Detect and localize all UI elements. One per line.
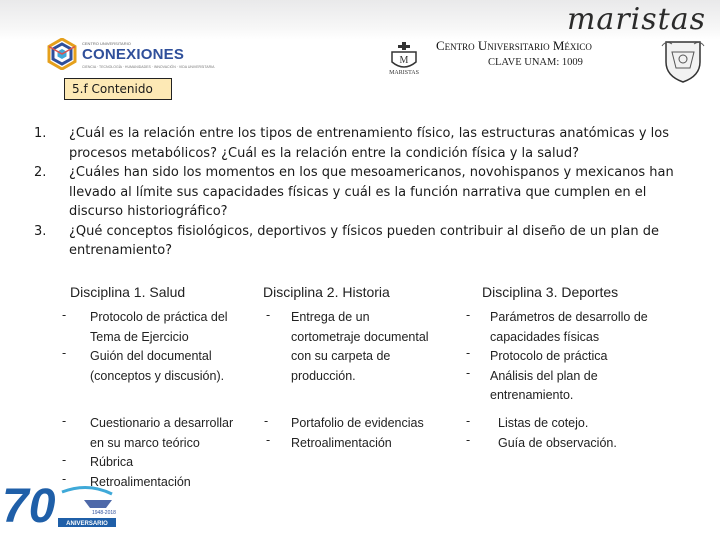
university-name: Centro Universitario México: [436, 38, 592, 53]
discipline-2-block-1: [291, 308, 456, 386]
discipline-1-title: Disciplina 1. Salud: [70, 284, 186, 300]
list-item: [34, 124, 684, 163]
cell-line: producción.: [291, 368, 356, 383]
cell-line: Retroalimentación: [90, 474, 191, 489]
bullet-dash: -: [266, 433, 271, 447]
maristas-wordmark: maristas: [566, 2, 706, 37]
conexiones-title: CONEXIONES: [82, 46, 185, 63]
list-item: [34, 163, 684, 222]
crest-label: MARISTAS: [389, 70, 419, 76]
conexiones-logo: [46, 36, 215, 76]
cell-line: Entrega de un: [291, 310, 370, 324]
discipline-3-title: Disciplina 3. Deportes: [482, 284, 619, 300]
cell-line: (conceptos y discusión).: [90, 368, 225, 383]
question-number: 2.: [34, 165, 47, 180]
cell-line: Retroalimentación: [291, 435, 392, 450]
bullet-dash: -: [264, 414, 269, 428]
conexiones-subtitle: CIENCIA · TECNOLOGÍA · HUMANIDADES · INNOVACIÓN · VIDA UNIVERSITARIA: [82, 65, 215, 69]
cell-line: Protocolo de práctica del: [90, 310, 228, 324]
cell-line: Guión del documental: [90, 349, 212, 363]
bullet-dash: -: [62, 346, 67, 360]
cell-line: con su carpeta de: [291, 349, 391, 363]
bullet-dash: -: [466, 414, 471, 428]
cell-line: Listas de cotejo.: [498, 416, 589, 430]
bullet-dash: -: [62, 472, 67, 486]
questions-list: [34, 124, 684, 261]
cell-line: Guía de observación.: [498, 435, 617, 450]
discipline-1-block-1: [90, 308, 260, 386]
anniversary-years: 1948-2018: [92, 510, 116, 516]
conexiones-small-text: CENTRO UNIVERSITARIO: [82, 41, 131, 46]
bullet-dash: -: [466, 308, 471, 322]
list-item: [34, 222, 684, 261]
section-label: 5.f Contenido: [64, 78, 172, 100]
discipline-3-block-1: [490, 308, 710, 406]
anniversary-logo: [0, 478, 130, 540]
question-number: 3.: [34, 223, 47, 239]
bullet-dash: -: [62, 414, 67, 428]
bullet-dash: -: [466, 433, 471, 447]
discipline-2-title: Disciplina 2. Historia: [263, 284, 390, 300]
question-text: ¿Cuál es la relación entre los tipos de entrenamiento físico, las estructuras anatómicas y los procesos metabólicos? ¿Cuál es la relación entre la condición física y la salud?: [69, 126, 670, 161]
unam-shield-icon: [660, 38, 706, 84]
cell-line: Rúbrica: [90, 455, 134, 469]
question-text: ¿Cuáles han sido los momentos en los que mesoamericanos, novohispanos y mexicanos han llevado al límite sus capacidades físicas y cuál es la función narrativa que cumplen en el discurso historiográfico?: [69, 165, 674, 219]
question-number: 1.: [34, 126, 47, 141]
conexiones-mark-icon: [46, 38, 78, 70]
cell-line: entrenamiento.: [490, 388, 574, 402]
discipline-2-block-2: [291, 414, 456, 453]
bullet-dash: -: [62, 453, 67, 467]
cell-line: Protocolo de práctica: [490, 349, 608, 363]
bullet-dash: -: [62, 308, 67, 322]
anniversary-label: ANIVERSARIO: [66, 521, 108, 527]
cell-line: Parámetros de desarrollo de: [490, 310, 648, 324]
cell-line: Portafolio de evidencias: [291, 416, 424, 430]
anniversary-number: 70: [2, 480, 56, 533]
cell-line: cortometraje documental: [291, 329, 429, 344]
cell-line: Análisis del plan de: [490, 368, 598, 383]
cell-line: Tema de Ejercicio: [90, 329, 189, 344]
unam-clave: CLAVE UNAM: 1009: [488, 57, 583, 68]
cell-line: en su marco teórico: [90, 435, 200, 450]
bullet-dash: -: [266, 308, 271, 322]
question-text: ¿Qué conceptos fisiológicos, deportivos y físicos pueden contribuir al diseño de un plan de entrenamiento?: [69, 223, 659, 258]
svg-text:M: M: [399, 55, 409, 66]
bullet-dash: -: [466, 366, 471, 380]
cell-line: Cuestionario a desarrollar: [90, 416, 234, 430]
cell-line: capacidades físicas: [490, 329, 600, 344]
bullet-dash: -: [466, 346, 471, 360]
discipline-3-block-2: [498, 414, 708, 453]
